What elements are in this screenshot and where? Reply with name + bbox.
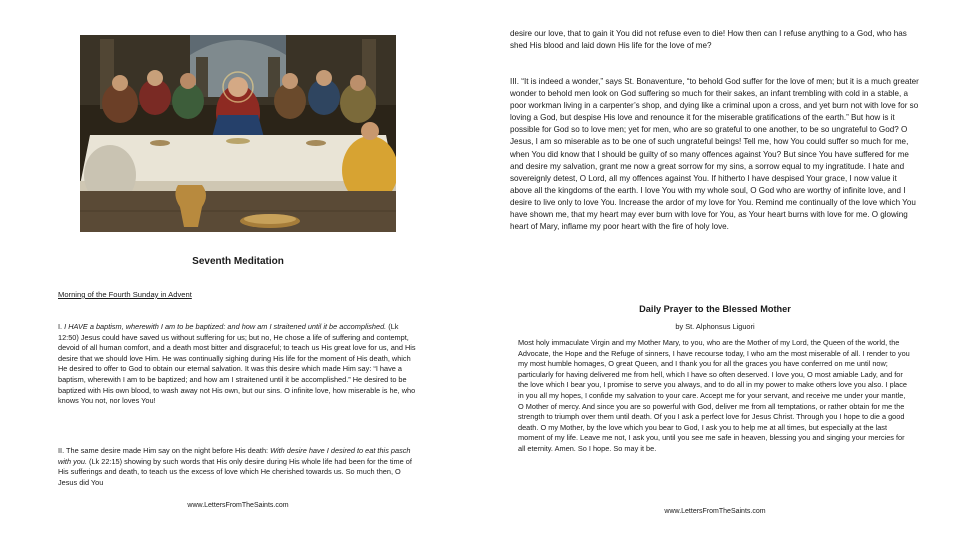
prayer-title: Daily Prayer to the Blessed Mother [639, 304, 791, 314]
prayer-byline: by St. Alphonsus Liguori [675, 322, 755, 331]
last-supper-painting-art [80, 35, 396, 232]
paragraph-one-quote: I HAVE a baptism, wherewith I am to be baptized: and how am I straitened until it be accomplished. [64, 322, 387, 331]
paragraph-two-quote: With desire have I desired to eat this pasch with you. [58, 446, 411, 466]
last-supper-painting [80, 35, 396, 232]
paragraph-two-prefix: II. The same desire made Him say on the night before His death: [58, 446, 271, 455]
paragraph-two-body: (Lk 22:15) showing by such words that His only desire during His whole life had been for the time of His sufferings and death, to teach us the excess of love which He cherished towards us. So much then, O Jesus did You [58, 456, 412, 487]
paragraph-two [58, 446, 418, 488]
meditation-subheading: Morning of the Fourth Sunday in Advent [58, 290, 192, 299]
left-footer-link[interactable]: www.LettersFromTheSaints.com [187, 502, 289, 509]
paragraph-one [58, 322, 418, 407]
meditation-title: Seventh Meditation [192, 256, 284, 267]
paragraph-one-body: (Lk 12:50) Jesus could have saved us without suffering for us; but no, He chose a life of suffering and contempt, devoid of all human comfort, and a death most bitter and disgraceful; to teach us His great love for us, and His desire that we should love Him. He was continually sighing during His life for the moment of His death, which He desired to offer to God to obtain our eternal salvation. It was this desire which made Him say: “I have a baptism, wherewith I am to be baptized; and how am I straitened until it be accomplished.” He desired to be baptized with His own blood, to wash away not His own, but our sins. O infinite love, how miserable is he, who knows You not, nor loves You! [58, 322, 416, 406]
paragraph-three: III. “It is indeed a wonder,” says St. Bonaventure, “to behold God suffer for the love of men; but it is a much greater wonder to behold men look on God suffering so much for their sakes, an infant trembling with cold in a stable, a poor workman living in a carpenter’s shop, and dying like a criminal upon a cross, and yet burn not with love for so loving a God, but despise His love and renounce it for the miserable gratifications of the earth.” But how is it possible for God so to love men; yet for men, who are so grateful to one another, to be so ungrateful to God? O Jesus, I am so miserable as to be one of such ungrateful beings! Tell me, how You could suffer so much for me, when You did know that I should be guilty of so many offences against You? But since You have suffered for me and desire my salvation, grant me now a great sorrow for my sins, a sorrow equal to my ingratitude. I hate and sovereignly detest, O Lord, all my offences against You. If hitherto I have despised Your grace, I now value it above all the kingdoms of the earth. I love You with my whole soul, O God who are worthy of infinite love, and I desire to live only to love You. Increase the ardor of my love for You. Remind me continually of the love which You have shown me, that my heart may ever burn with love for You, as Your heart burns with love for me. O glowing heart of Mary, inflame my poor heart with the fire of holy love. [510, 77, 919, 232]
right-footer-link[interactable]: www.LettersFromTheSaints.com [664, 508, 766, 515]
left-page [52, 0, 424, 540]
paragraph-two-continued: desire our love, that to gain it You did not refuse even to die! How then can I refuse anything to a God, who has shed His blood and laid down His life for the love of me? [510, 29, 907, 50]
right-page [510, 0, 920, 540]
prayer-text: Most holy immaculate Virgin and my Mother Mary, to you, who are the Mother of my Lord, the Queen of the world, the Advocate, the Hope and the Refuge of sinners, I have recourse today, I who am the most miserable of all. I render to you my most humble homages, O great Queen, and I thank you for all the graces you have conferred on me until now; particularly for having delivered me from hell, which I have so often deserved. I love you, O most amiable Lady, and for the love which I bear you, I promise to serve you always, and to do all in my power to make others love you also. I place in you all my hopes, I confide my salvation to your care. Accept me for your servant, and receive me under your mantle, O Mother of mercy. And since you are so powerful with God, deliver me from all temptations, or rather obtain for me the strength to triumph over them until death. Of you I ask a perfect love for Jesus Christ. Through you I hope to die a good death. O my Mother, by the love which you bear to God, I ask you to help me at all times, but especially at the last moment of my life. Leave me not, I ask you, until you see me safe in heaven, blessing you and singing your mercies for all eternity. Amen. So I hope. So may it be. [518, 338, 910, 453]
paragraph-one-prefix: I. [58, 322, 65, 331]
